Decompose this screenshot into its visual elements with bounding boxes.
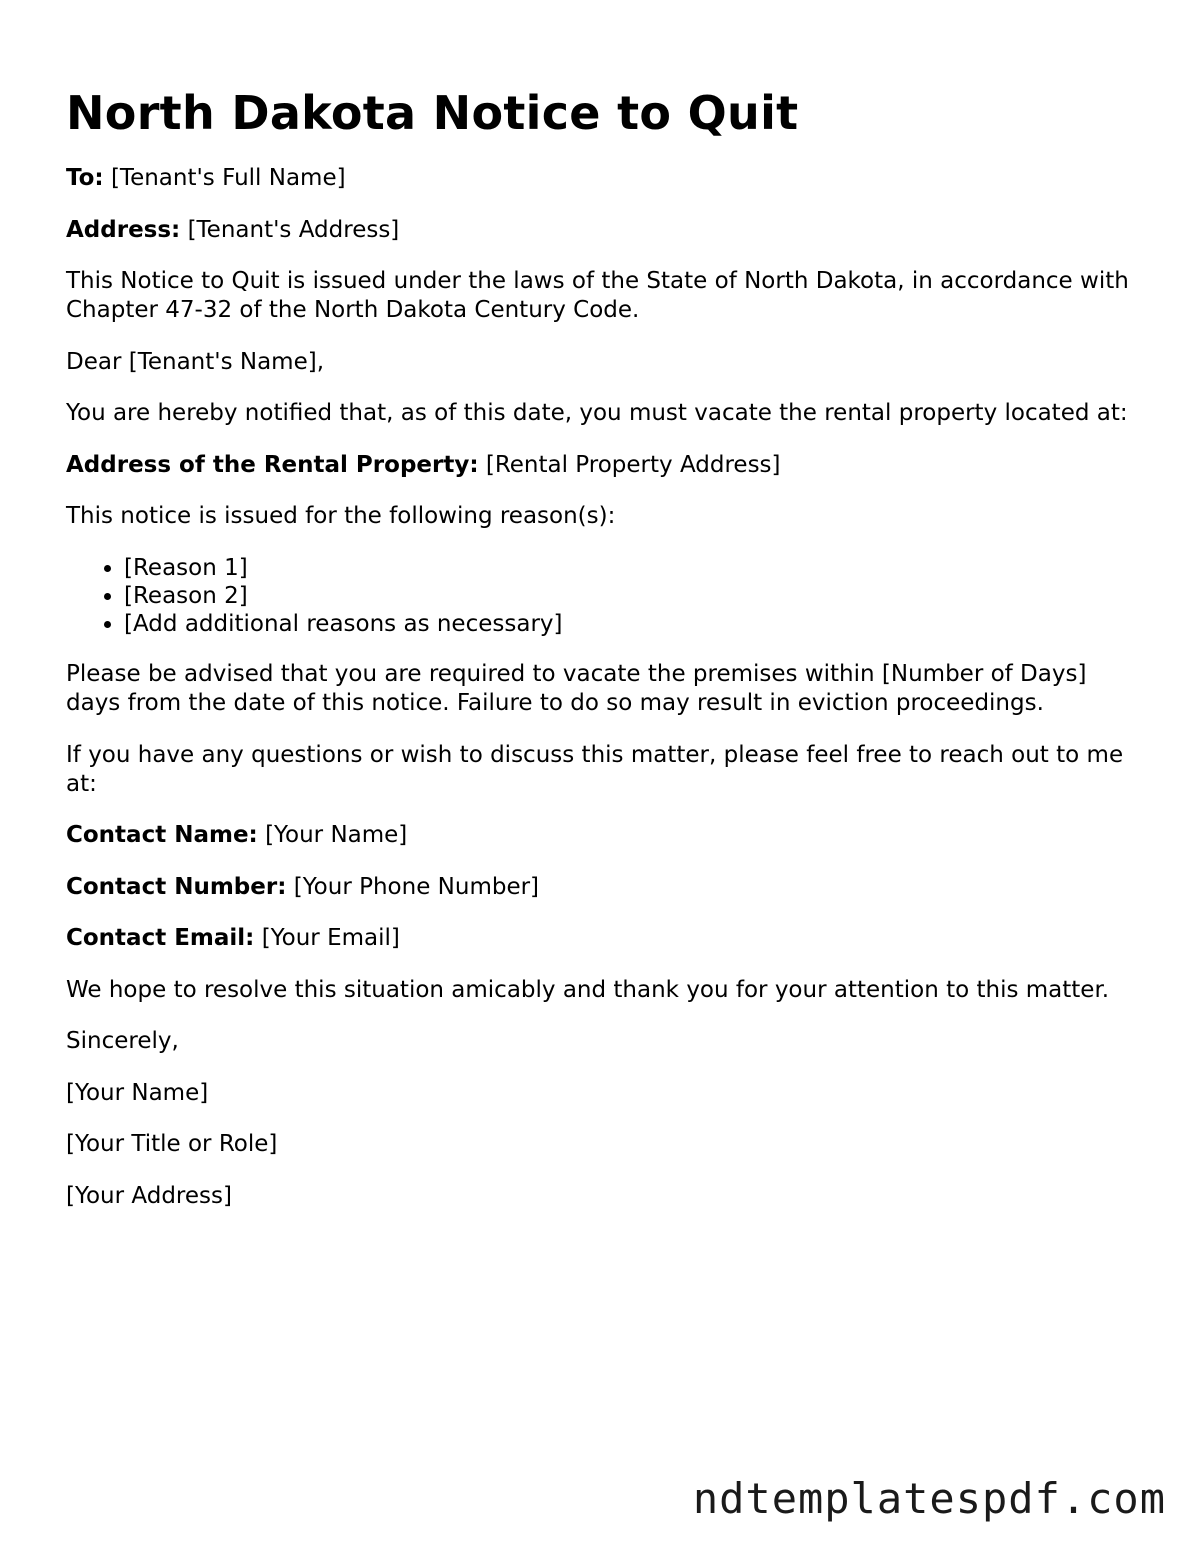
reasons-list <box>66 554 1146 638</box>
notification-paragraph: You are hereby notified that, as of this date, you must vacate the rental property located at: <box>66 400 1128 426</box>
sign-off: Sincerely, <box>66 1028 179 1054</box>
salutation: Dear [Tenant's Name], <box>66 348 325 375</box>
site-watermark: ndtemplatespdf.com <box>692 1474 1166 1523</box>
rental-property-line <box>66 451 1146 480</box>
advisory-paragraph: Please be advised that you are required to vacate the premises within [Number of Days] days from the date of this notice. Failure to do so may result in eviction proceedings. <box>66 661 1087 716</box>
signer-address: [Your Address] <box>66 1182 232 1209</box>
contact-name-line <box>66 821 1146 850</box>
document-page <box>66 84 1146 1233</box>
to-label: To: <box>66 165 104 191</box>
contact-number-line <box>66 873 1146 902</box>
rental-property-label: Address of the Rental Property: <box>66 451 479 478</box>
contact-number-label: Contact Number: <box>66 873 287 900</box>
list-item: • [Add additional reasons as necessary] <box>124 610 1146 638</box>
signer-title: [Your Title or Role] <box>66 1131 278 1157</box>
address-value: [Tenant's Address] <box>187 216 400 243</box>
contact-email-line <box>66 924 1146 953</box>
signer-name: [Your Name] <box>66 1079 209 1106</box>
list-item: • [Reason 2] <box>124 582 1146 610</box>
questions-paragraph: If you have any questions or wish to discuss this matter, please feel free to reach out to me at: <box>66 741 1124 797</box>
to-value: [Tenant's Full Name] <box>110 165 346 191</box>
contact-name-label: Contact Name: <box>66 822 258 848</box>
address-line <box>66 216 1146 245</box>
intro-paragraph: This Notice to Quit is issued under the laws of the State of North Dakota, in accordance with Chapter 47-32 of the North Dakota Century Code. <box>66 268 1129 323</box>
address-label: Address: <box>66 216 181 243</box>
contact-email-label: Contact Email: <box>66 925 255 951</box>
list-item: • [Reason 1] <box>124 554 1146 582</box>
contact-email-value: [Your Email] <box>261 925 400 951</box>
reasons-intro: This notice is issued for the following reason(s): <box>66 503 616 529</box>
page-title: North Dakota Notice to Quit <box>66 86 799 140</box>
contact-number-value: [Your Phone Number] <box>293 873 540 900</box>
to-line <box>66 164 1146 193</box>
closing-note: We hope to resolve this situation amicably and thank you for your attention to this matter. <box>66 976 1110 1003</box>
contact-name-value: [Your Name] <box>265 822 408 848</box>
rental-property-value: [Rental Property Address] <box>485 451 781 478</box>
